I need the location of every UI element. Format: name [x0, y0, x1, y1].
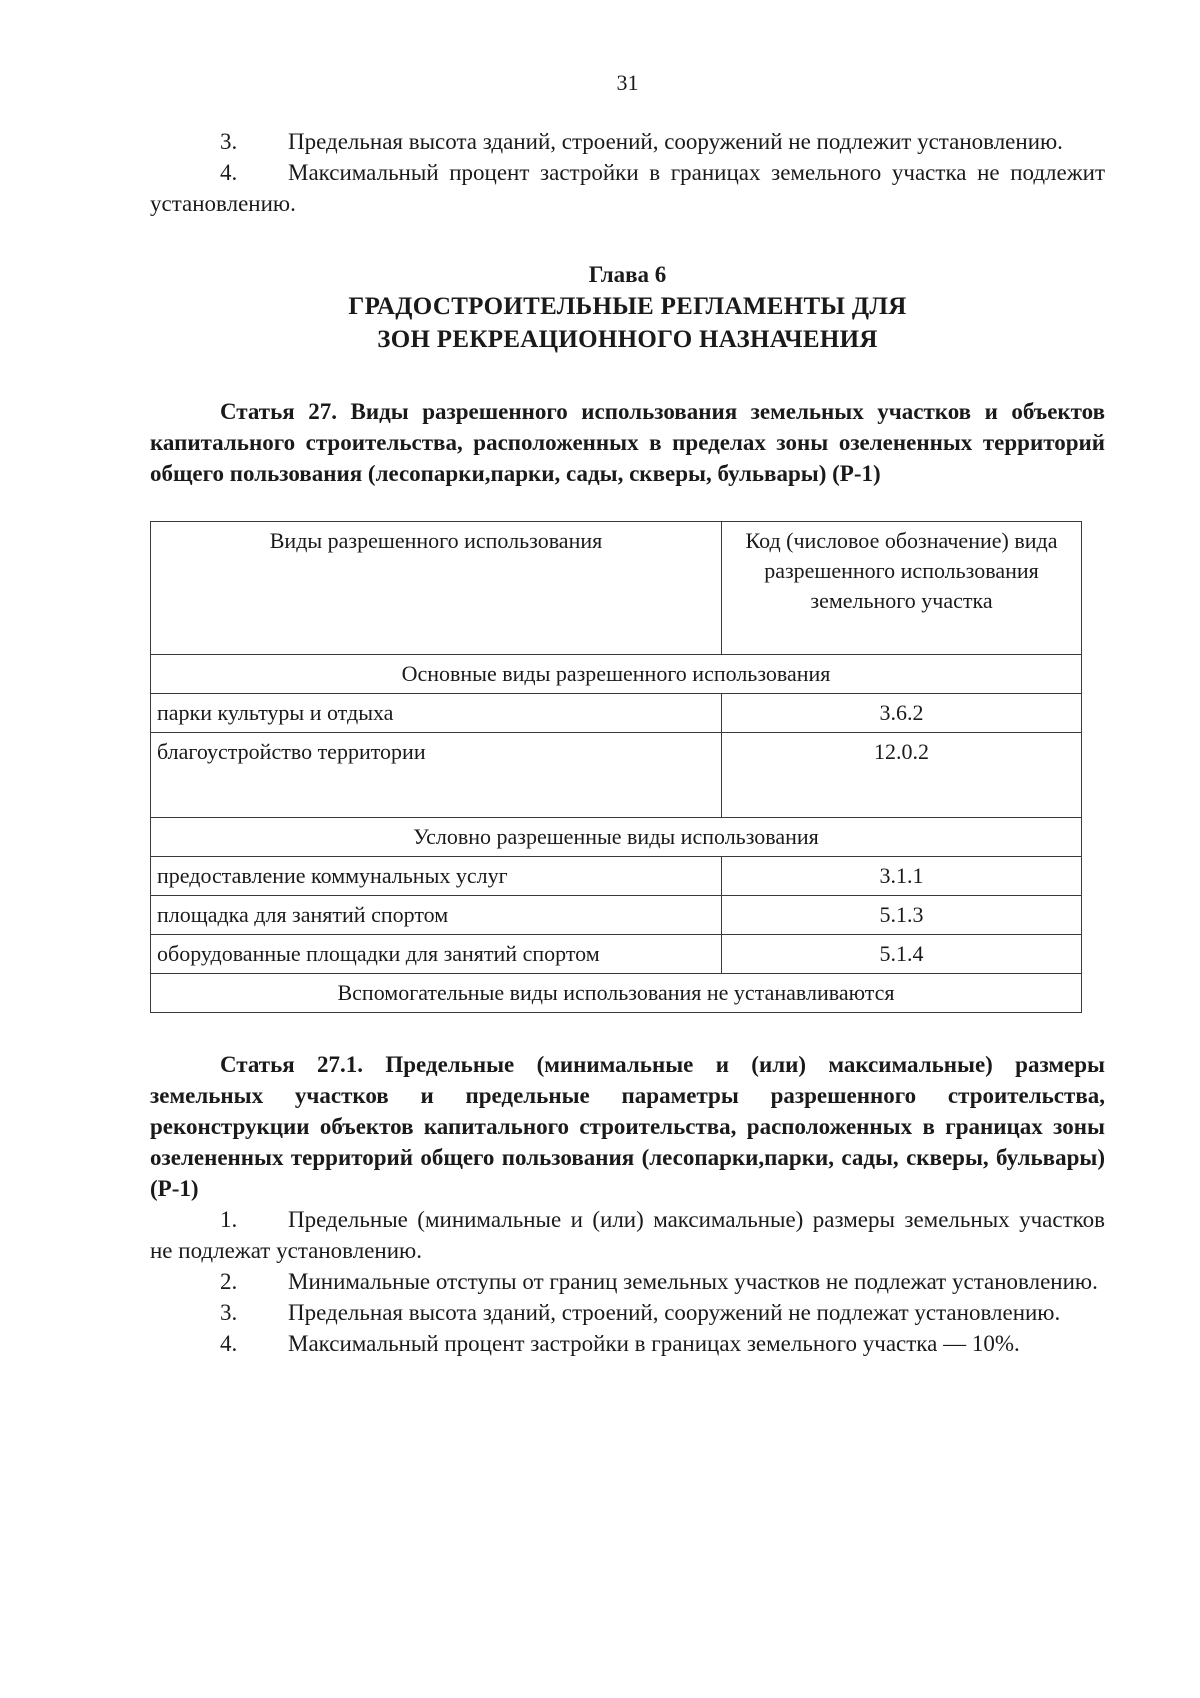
item-number: 4.: [220, 1331, 238, 1356]
use-name: площадка для занятий спортом: [151, 896, 722, 935]
section-main-uses: Основные виды разрешенного использования: [151, 655, 1082, 694]
item-text: Максимальный процент застройки в границах земельного участка не подлежит установлению.: [150, 160, 1105, 216]
item-text: Предельная высота зданий, строений, сооружений не подлежит установлению.: [288, 129, 1063, 154]
use-name: оборудованные площадки для занятий спортом: [151, 935, 722, 974]
use-code: 3.6.2: [722, 694, 1082, 733]
section-auxiliary-uses: Вспомогательные виды использования не устанавливаются: [151, 974, 1082, 1013]
use-code: 12.0.2: [722, 733, 1082, 818]
article-27-1-heading: Статья 27.1. Предельные (минимальные и (или) максимальные) размеры земельных участков и предельные параметры разрешенного строительства, реконструкции объектов капитального строительства, расположенных в границах зоны озелененных территорий общего пользования (лесопарки,парки, сады, скверы, бульвары) (Р-1): [150, 1052, 1105, 1201]
table-row: [151, 733, 1082, 818]
table-row: [151, 857, 1082, 896]
use-name: предоставление коммунальных услуг: [151, 857, 722, 896]
list-item: [150, 1328, 1105, 1359]
table-row: [151, 694, 1082, 733]
article-27-heading: Статья 27. Виды разрешенного использования земельных участков и объектов капитального строительства, расположенных в пределах зоны озелененных территорий общего пользования (лесопарки,парки, сады, скверы, бульвары) (Р-1): [150, 399, 1105, 486]
chapter-label: Глава 6: [588, 262, 667, 287]
use-code: 5.1.4: [722, 935, 1082, 974]
item-number: 3.: [220, 1300, 238, 1325]
use-name: парки культуры и отдыха: [151, 694, 722, 733]
chapter-title-line-1: ГРАДОСТРОИТЕЛЬНЫЕ РЕГЛАМЕНТЫ ДЛЯ: [348, 293, 907, 320]
table-row: [151, 935, 1082, 974]
list-item: [150, 1266, 1105, 1297]
use-code: 5.1.3: [722, 896, 1082, 935]
table-row: [151, 896, 1082, 935]
item-text: Максимальный процент застройки в границах земельного участка — 10%.: [288, 1331, 1020, 1356]
header-uses: Виды разрешенного использования: [151, 522, 722, 655]
permitted-uses-table: [150, 521, 1082, 1013]
list-item: [150, 157, 1105, 219]
table-header-row: [151, 522, 1082, 655]
chapter-heading: [150, 259, 1105, 356]
table-section-row: [151, 655, 1082, 694]
item-number: 2.: [220, 1269, 238, 1294]
list-item: [150, 1297, 1105, 1328]
table-section-row: [151, 818, 1082, 857]
item-text: Минимальные отступы от границ земельных участков не подлежат установлению.: [288, 1269, 1098, 1294]
chapter-title-line-2: ЗОН РЕКРЕАЦИОННОГО НАЗНАЧЕНИЯ: [377, 326, 878, 353]
document-page: [150, 60, 1105, 1359]
header-code: Код (числовое обозначение) вида разрешенного использования земельного участка: [722, 522, 1082, 655]
item-text: Предельная высота зданий, строений, сооружений не подлежат установлению.: [288, 1300, 1061, 1325]
list-item: [150, 1204, 1105, 1266]
item-number: 4.: [220, 160, 238, 185]
use-name: благоустройство территории: [151, 733, 722, 818]
item-text: Предельные (минимальные и (или) максимальные) размеры земельных участков не подлежат установлению.: [150, 1207, 1105, 1263]
item-number: 1.: [220, 1207, 238, 1232]
item-number: 3.: [220, 129, 238, 154]
page-number: 31: [616, 70, 639, 95]
section-conditional-uses: Условно разрешенные виды использования: [151, 818, 1082, 857]
use-code: 3.1.1: [722, 857, 1082, 896]
list-item: [150, 126, 1105, 157]
table-section-row: [151, 974, 1082, 1013]
